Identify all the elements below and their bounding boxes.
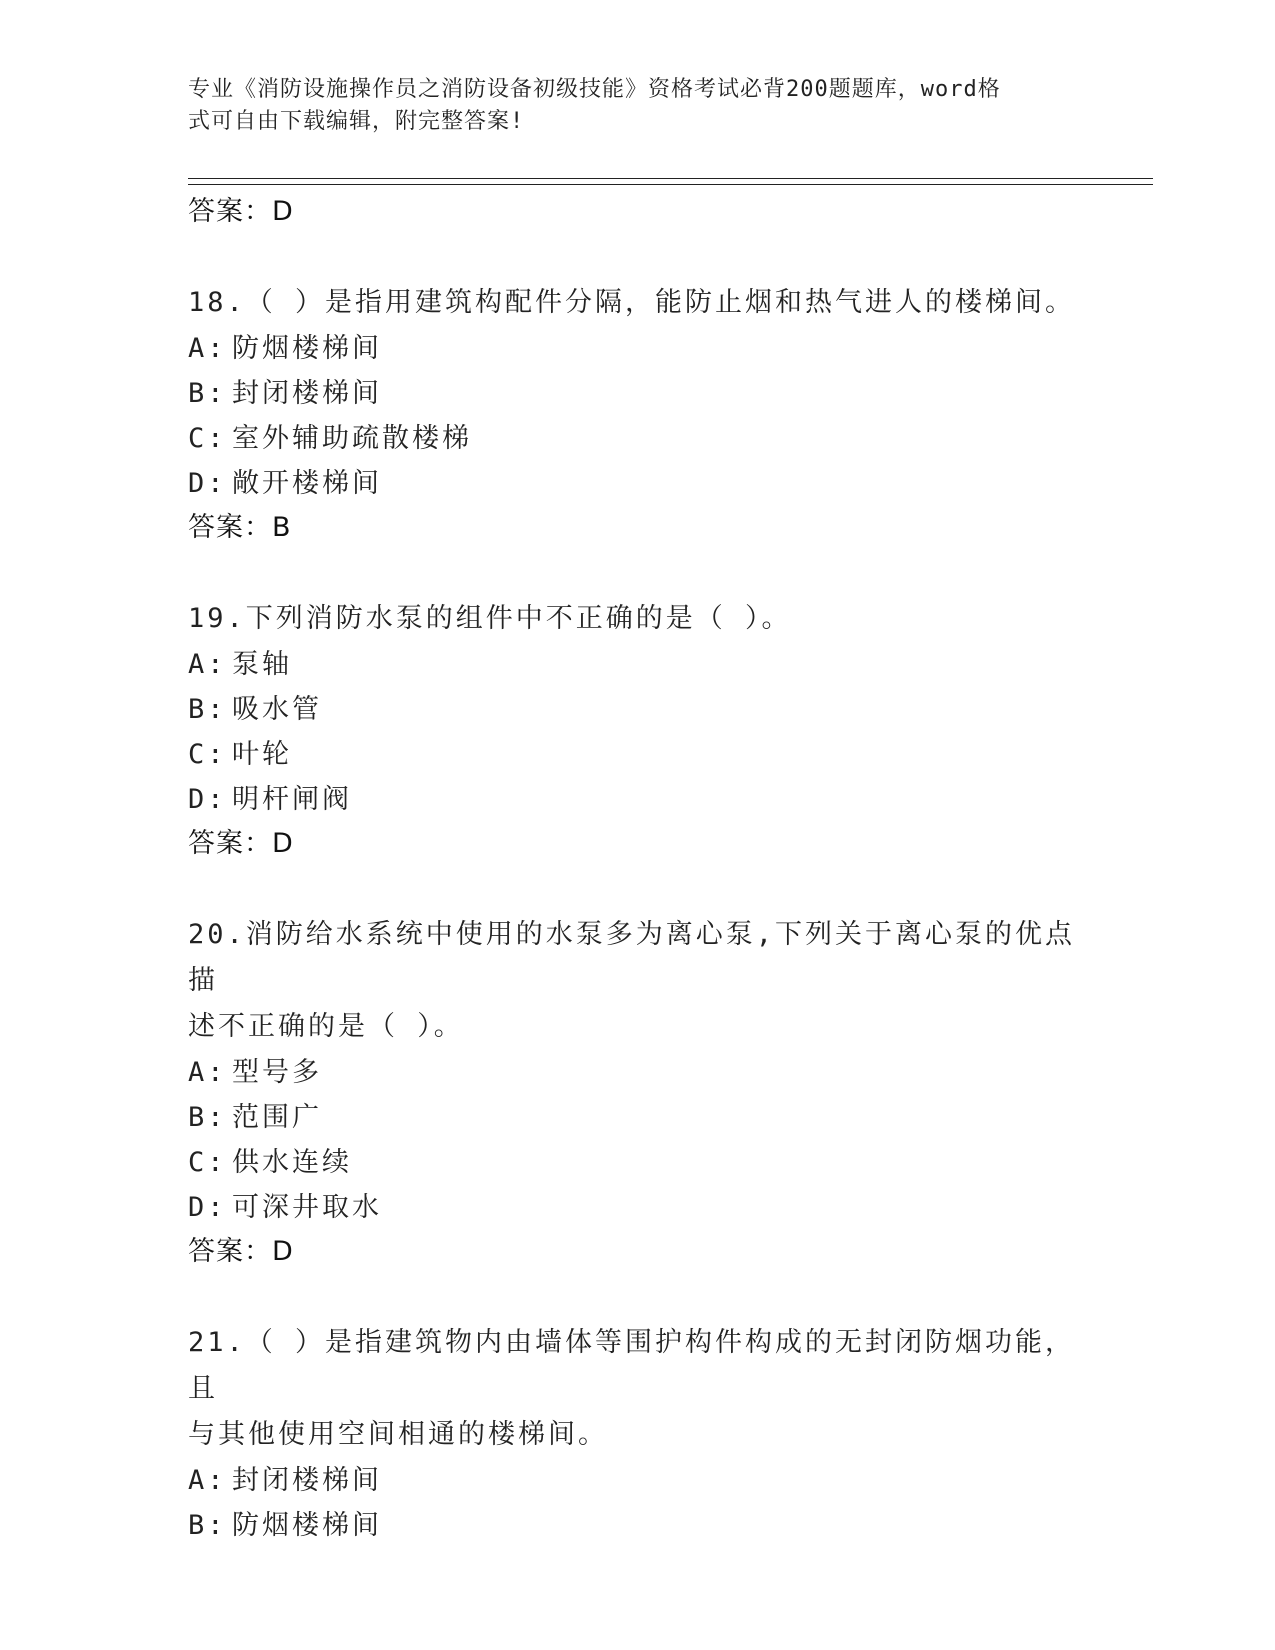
option-key: C: — [188, 739, 227, 770]
header-divider — [188, 178, 1153, 185]
option-b — [188, 1095, 1088, 1140]
option-key: B: — [188, 694, 227, 725]
option-text: 封闭楼梯间 — [232, 378, 382, 409]
option-d — [188, 461, 1088, 506]
option-text: 封闭楼梯间 — [232, 1465, 382, 1496]
option-key: A: — [188, 1057, 227, 1088]
option-text: 可深井取水 — [232, 1192, 382, 1223]
answer-line: 答案：D — [188, 1236, 294, 1267]
option-a — [188, 1050, 1088, 1095]
option-text: 吸水管 — [232, 694, 322, 725]
option-key: C: — [188, 423, 227, 454]
option-b — [188, 687, 1088, 732]
option-text: 明杆闸阀 — [232, 784, 352, 815]
previous-answer: 答案：D — [188, 196, 294, 227]
option-d — [188, 777, 1088, 822]
option-key: A: — [188, 1465, 227, 1496]
answer-line: 答案：B — [188, 512, 292, 543]
question-list — [188, 190, 1088, 1548]
document-header — [188, 74, 1068, 138]
option-key: B: — [188, 378, 227, 409]
option-text: 供水连续 — [232, 1147, 352, 1178]
answer-line: 答案：D — [188, 828, 294, 859]
option-text: 防烟楼梯间 — [232, 1510, 382, 1541]
option-key: A: — [188, 649, 227, 680]
question-stem-line-2: 与其他使用空间相通的楼梯间。 — [188, 1419, 608, 1450]
option-text: 室外辅助疏散楼梯 — [232, 423, 472, 454]
option-a — [188, 642, 1088, 687]
option-a — [188, 326, 1088, 371]
option-c — [188, 1140, 1088, 1185]
option-text: 范围广 — [232, 1102, 322, 1133]
question-stem-line-1: 20.消防给水系统中使用的水泵多为离心泵,下列关于离心泵的优点描 — [188, 919, 1076, 996]
option-key: D: — [188, 468, 227, 499]
question-21 — [188, 1320, 1088, 1548]
option-key: B: — [188, 1102, 227, 1133]
option-key: D: — [188, 1192, 227, 1223]
option-text: 叶轮 — [232, 739, 292, 770]
question-stem-line-1: 21.（ ）是指建筑物内由墙体等围护构件构成的无封闭防烟功能，且 — [188, 1327, 1076, 1404]
option-b — [188, 1503, 1088, 1548]
question-stem: 18.（ ）是指用建筑构配件分隔，能防止烟和热气进人的楼梯间。 — [188, 287, 1076, 318]
option-c — [188, 732, 1088, 777]
option-a — [188, 1458, 1088, 1503]
option-c — [188, 416, 1088, 461]
question-20 — [188, 912, 1088, 1274]
question-19 — [188, 596, 1088, 866]
option-text: 敞开楼梯间 — [232, 468, 382, 499]
option-key: B: — [188, 1510, 227, 1541]
option-d — [188, 1185, 1088, 1230]
option-key: C: — [188, 1147, 227, 1178]
header-line-1: 专业《消防设施操作员之消防设备初级技能》资格考试必背200题题库，word格 — [188, 77, 1001, 102]
option-text: 型号多 — [232, 1057, 322, 1088]
option-key: A: — [188, 333, 227, 364]
option-b — [188, 371, 1088, 416]
question-18 — [188, 280, 1088, 550]
option-key: D: — [188, 784, 227, 815]
question-stem-line-2: 述不正确的是（ ）。 — [188, 1011, 464, 1042]
option-text: 泵轴 — [232, 649, 292, 680]
header-line-2: 式可自由下载编辑，附完整答案! — [188, 109, 525, 134]
option-text: 防烟楼梯间 — [232, 333, 382, 364]
question-stem: 19.下列消防水泵的组件中不正确的是（ ）。 — [188, 603, 792, 634]
